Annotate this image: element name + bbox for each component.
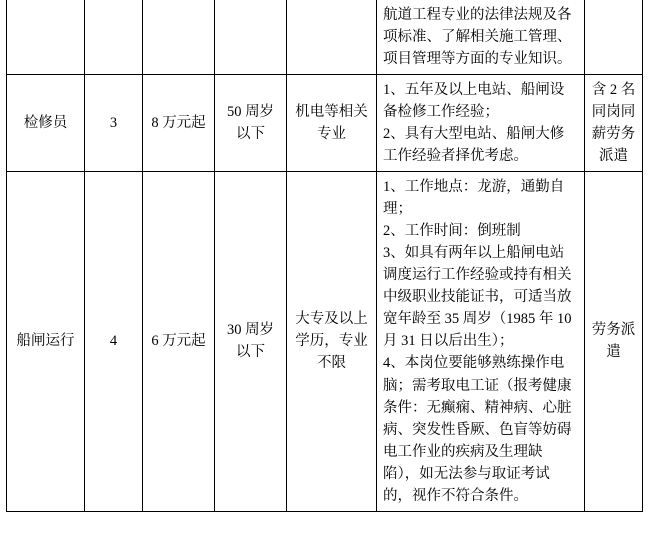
cell-note [585, 0, 643, 75]
requirements-text: 1、工作地点：龙游，通勤自理； 2、工作时间：倒班制 3、如具有两年以上船闸电站调度运行工作经验或持有相关中级职业技能证书，可适当放宽年龄至 35 周岁（1985 年 10 月 31 日以后出生）； 4、本岗位要能够熟练操作电脑；需考取电工证（报考健康条件：无癫痫、精神病、心脏病、突发性昏厥、色盲等妨碍电工作业的疾病及生理缺陷），如无法参与取证考试的，视作不符合条件。 [383, 179, 572, 504]
note-text: 含 2 名同岗同薪劳务派遣 [591, 82, 636, 165]
position-text: 检修员 [23, 115, 68, 132]
job-listing-table [6, 0, 643, 512]
count-text: 4 [109, 333, 118, 350]
cell-major [287, 172, 377, 511]
age-text: 50 周岁以下 [226, 104, 275, 143]
salary-text: 6 万元起 [151, 333, 206, 350]
salary-text: 8 万元起 [151, 115, 206, 132]
table-row [7, 75, 643, 172]
major-text: 大专及以上学历，专业不限 [295, 311, 368, 372]
cell-count [85, 75, 143, 172]
cell-salary [143, 172, 215, 511]
cell-major [287, 0, 377, 75]
cell-position [7, 75, 85, 172]
cell-count [85, 172, 143, 511]
major-text: 机电等相关专业 [295, 104, 368, 143]
cell-requirements [377, 172, 585, 511]
cell-note [585, 172, 643, 511]
cell-count [85, 0, 143, 75]
cell-position [7, 0, 85, 75]
count-text: 3 [109, 115, 118, 132]
requirements-text: 1、五年及以上电站、船闸设备检修工作经验； 2、具有大型电站、船闸大修工作经验者择优考虑。 [383, 82, 565, 165]
position-text: 船闸运行 [16, 333, 75, 350]
cell-salary [143, 75, 215, 172]
age-text: 30 周岁以下 [226, 322, 275, 361]
cell-age [215, 0, 287, 75]
cell-requirements [377, 0, 585, 75]
cell-position [7, 172, 85, 511]
table-row [7, 172, 643, 511]
cell-major [287, 75, 377, 172]
note-text: 劳务派遣 [591, 322, 636, 361]
cell-note [585, 75, 643, 172]
requirements-text: 航道工程专业的法律法规及各项标准、了解相关施工管理、项目管理等方面的专业知识。 [383, 7, 572, 68]
cell-age [215, 172, 287, 511]
cell-requirements [377, 75, 585, 172]
table-row [7, 0, 643, 75]
cell-age [215, 75, 287, 172]
cell-salary [143, 0, 215, 75]
